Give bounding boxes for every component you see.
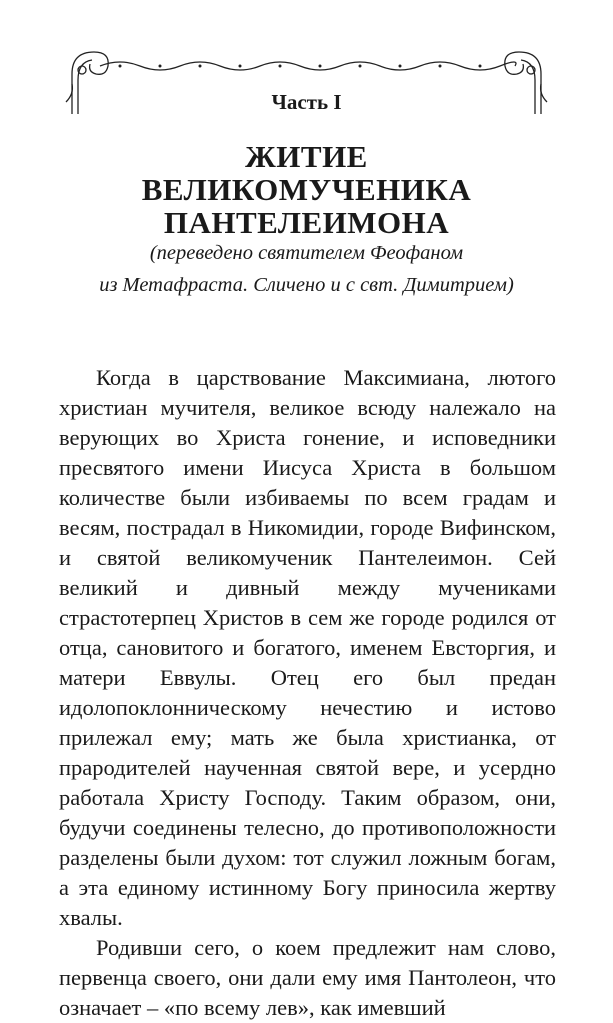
- chapter-subtitle: [60, 237, 553, 301]
- title-line: ВЕЛИКОМУЧЕНИКА: [141, 172, 472, 207]
- subtitle-line: (переведено святителем Феофаном: [149, 242, 464, 264]
- title-line: ПАНТЕЛЕИМОНА: [163, 205, 450, 240]
- paragraph: Когда в царствование Максимиана, лютого христиан мучителя, великое всюду належало на верующих во Христа гонение, и исповедники пресвятого имени Иисуса Христа в большом количестве были избиваемы по всем градам и весям, пострадал в Никомидии, городе Вифинском, и святой великомученик Пантелеимон. Сей великий и дивный между мучениками страстотерпец Христов в сем же городе родился от отца, сановитого и богатого, именем Евсторгия, и матери Еввулы. Отец его был предан идолопоклонническому нечестию и истово прилежал ему; мать же была христианка, от прародителей наученная святой вере, и усердно работала Христу Господу. Таким образом, они, будучи соединены телесно, до противоположности разделены были духом: тот служил ложным богам, а эта единому истинному Богу приносила жертву хвалы.: [59, 365, 556, 930]
- part-heading: Часть I: [271, 90, 342, 114]
- chapter-title: [0, 140, 613, 239]
- body-text: [59, 363, 556, 1023]
- subtitle-line: из Метафраста. Сличено и с свт. Димитрием): [99, 274, 514, 296]
- paragraph: Родивши сего, о коем предлежит нам слово, первенца своего, они дали ему имя Пантолеон, что означает – «по всему лев», как имевший: [59, 935, 556, 1020]
- title-line: ЖИТИЕ: [245, 139, 368, 174]
